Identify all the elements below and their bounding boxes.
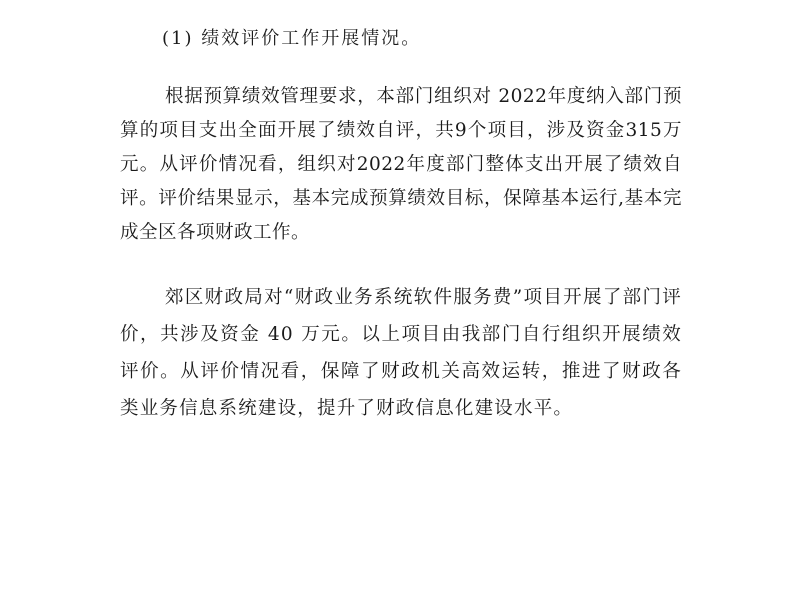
paragraph-department-evaluation: 郊区财政局对“财政业务系统软件服务费”项目开展了部门评价，共涉及资金 40 万元。以上项目由我部门自行组织开展绩效评价。从评价情况看，保障了财政机关高效运转，推进了财政各类业务信息系统建设，提升了财政信息化建设水平。 [120,287,682,419]
paragraph-performance-self-evaluation: 根据预算绩效管理要求，本部门组织对 2022年度纳入部门预算的项目支出全面开展了绩效自评，共9个项目，涉及资金315万元。从评价情况看，组织对2022年度部门整体支出开展了绩效自评。评价结果显示，基本完成预算绩效目标，保障基本运行,基本完成全区各项财政工作。 [120,86,682,243]
section-heading: (1) 绩效评价工作开展情况。 [162,28,422,49]
